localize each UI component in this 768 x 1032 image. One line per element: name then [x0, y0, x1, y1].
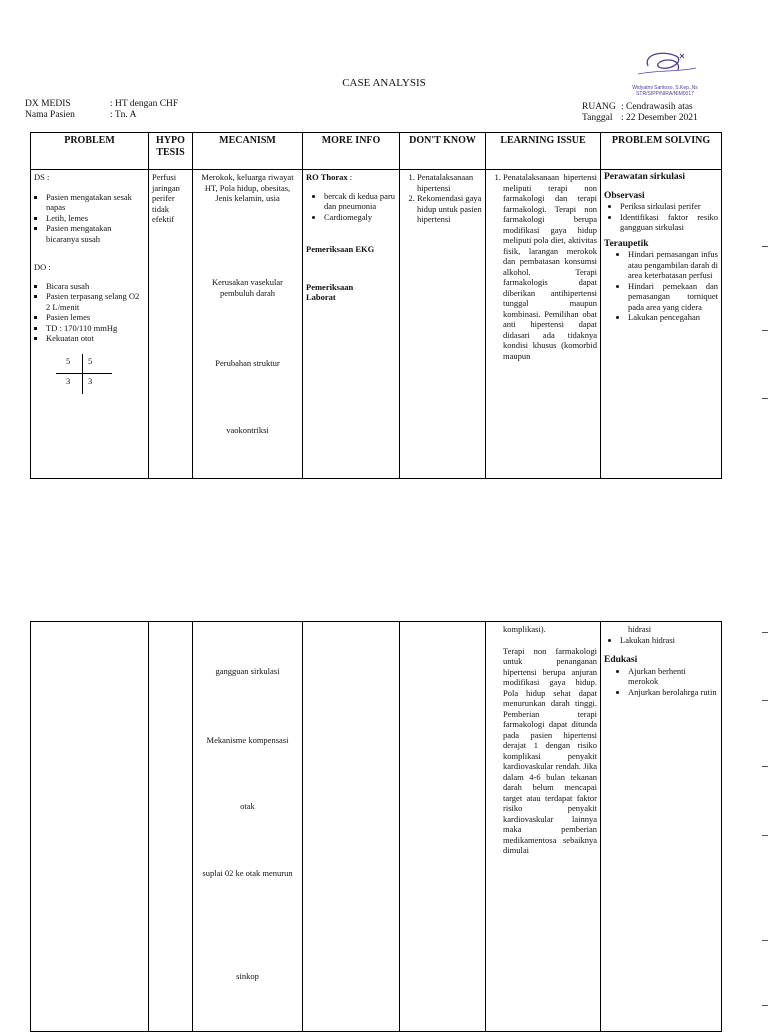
do-label: DO : [34, 262, 51, 272]
mechanism-step: vaokontriksi [226, 425, 269, 435]
observasi-item: • Identifikasi faktor resiko gangguan sirkulasi [620, 212, 718, 233]
solving-cont-item: • Lakukan hidrasi [620, 635, 718, 646]
mechanism-step: otak [240, 801, 255, 811]
do-item: ▪ Kekuatan otot [46, 333, 145, 344]
mechanism-step: suplai 02 ke otak menurun [202, 868, 293, 878]
margin-mark [762, 835, 768, 836]
name-label: Nama Pasien [25, 110, 75, 120]
col-problem: PROBLEM [31, 133, 149, 170]
dont-know-cell [400, 170, 486, 479]
margin-mark [762, 398, 768, 399]
strength-lower-left: 3 [66, 375, 71, 386]
learning-issue-cell-cont [486, 622, 601, 1032]
more-info-cell-cont [303, 622, 400, 1032]
muscle-strength-grid [34, 352, 145, 400]
ro-item: • bercak di kedua paru dan pneumonia [324, 191, 396, 212]
learning-issue-text: 1. Penatalaksanaan hipertensi meliputi terapi non farmakologi dan terapi farmakologi. Terapi non farmakologi berupa modifikasi gaya hidup meliputi pola diet, aktivitas fisik, larangan merokok dan pembatasan konsumsi alkohol. Terapi farmakologis dapat diberikan antihipertensi tunggal maupun kombinasi. Pemilihan obat anti hipertensi dapat didasari ada tidaknya kondisi khusus (komorbid maupun [503, 172, 597, 361]
margin-mark [762, 246, 768, 247]
dont-know-item: 2. Rekomendasi gaya hidup untuk pasien hipertensi [417, 193, 482, 225]
content-row [31, 170, 722, 479]
margin-mark [762, 700, 768, 701]
mechanism-cell-cont [193, 622, 303, 1032]
teraupetik-item: • Hindari pemasangan infus atau pengambilan darah di area keterbatasan perfusi [628, 249, 718, 281]
problem-solving-cell-cont [601, 622, 722, 1032]
do-item: ▪ Bicara susah [46, 281, 145, 292]
margin-mark [762, 330, 768, 331]
hypothesis-cell-cont [149, 622, 193, 1032]
ro-thorax-label: RO Thorax [306, 172, 348, 182]
col-problem-solving: PROBLEM SOLVING [601, 133, 722, 170]
observasi-label: Observasi [604, 190, 645, 201]
case-table-page1 [30, 132, 722, 479]
tanggal-value: : 22 Desember 2021 [621, 113, 698, 123]
col-more-info: MORE INFO [303, 133, 400, 170]
learning-issue-cont-a: komplikasi). [503, 624, 546, 634]
observasi-item: • Periksa sirkulasi perifer [620, 201, 718, 212]
ds-item: ▪ Letih, lemes [46, 213, 145, 224]
problem-solving-cell [601, 170, 722, 479]
ruang-label: RUANG [582, 102, 616, 112]
content-row-page2 [31, 622, 722, 1032]
col-learning-issue: LEARNING ISSUE [486, 133, 601, 170]
learning-issue-cont-b: Terapi non farmakologi untuk penanganan hipertensi berupa anjuran modifikasi gaya hidup. Pola hidup sehat dapat menurunkan darah tinggi. Pemberian terapi farmakologi dapat ditunda pada pasien hipertensi derajat 1 dengan risiko komplikasi penyakit kardiovaskular rendah. Jika dalam 4-6 bulan tekanan darah belum mencapai target atau terdapat faktor risiko penyakit kardiovaskular lainnya maka pemberian medikamentosa sebaiknya dimulai [503, 645, 597, 855]
edukasi-item: • Ajurkan berhenti merokok [628, 666, 718, 687]
name-value: : Tn. A [110, 110, 137, 120]
col-dont-know: DON'T KNOW [400, 133, 486, 170]
case-table-page2 [30, 621, 722, 1032]
hypothesis-cell: Perfusi jaringan perifer tidak efektif [149, 170, 193, 479]
ds-item: ▪ Pasien mengatakan sesak napas [46, 192, 145, 213]
tanggal-label: Tanggal [582, 113, 613, 123]
strength-lower-right: 3 [88, 375, 93, 386]
teraupetik-label: Teraupetik [604, 238, 649, 249]
edukasi-item: • Anjurkan berolahrga rutin [628, 687, 718, 698]
logo-text-name: Widyatmi Santoso, S.Kep.,Ns [632, 85, 698, 91]
ro-thorax-colon: : [347, 172, 353, 182]
mechanism-step: Merokok, keluarga riwayat HT, Pola hidup, obesitas, Jenis kelamin, usia [201, 172, 294, 203]
do-item: ▪ Pasien lemes [46, 312, 145, 323]
margin-mark [762, 766, 768, 767]
do-item: ▪ TD : 170/110 mmHg [46, 323, 145, 334]
teraupetik-item: • Hindari pemekaan dan pemasangan torniquet pada area yang cidera [628, 281, 718, 313]
dx-label: DX MEDIS [25, 99, 71, 109]
problem-cell [31, 170, 149, 479]
margin-mark [762, 1005, 768, 1006]
solving-cont: hidrasi [628, 624, 652, 634]
ruang-value: : Cendrawasih atas [621, 102, 693, 112]
signature-mark-icon [618, 48, 712, 80]
strength-upper-right: 5 [88, 355, 93, 366]
mechanism-step: Mekanisme kompensasi [206, 735, 289, 745]
signature-logo [618, 48, 712, 98]
teraupetik-item: • Lakukan pencegahan [628, 312, 718, 323]
header-row [31, 133, 722, 170]
ekg-label: Pemeriksaan EKG [306, 244, 375, 254]
mechanism-step: Kerusakan vasekular pembuluh darah [211, 277, 284, 298]
logo-text-id: STR/SIPP/NIRA/NIM0017 [636, 91, 694, 97]
mechanism-step: sinkop [236, 971, 259, 981]
ro-item: • Cardiomegaly [324, 212, 396, 223]
dont-know-item: 1. Penatalaksanaan hipertensi [417, 172, 482, 193]
col-hypothesis: HYPO TESIS [149, 133, 193, 170]
page-title: CASE ANALYSIS [342, 77, 426, 89]
lab-label: Pemeriksaan Laborat [306, 281, 354, 302]
do-item: ▪ Pasien terpasang selang O2 2 L/menit [46, 291, 145, 312]
mechanism-step: Perubahan struktur [215, 358, 280, 368]
strength-upper-left: 5 [66, 355, 71, 366]
col-mechanism: MECANISM [193, 133, 303, 170]
ds-item: ▪ Pasien mengatakan bicaranya susah [46, 223, 145, 244]
learning-issue-cell [486, 170, 601, 479]
mechanism-step: gangguan sirkulasi [215, 666, 280, 676]
edukasi-label: Edukasi [604, 655, 638, 665]
mechanism-cell [193, 170, 303, 479]
dx-value: : HT dengan CHF [110, 99, 179, 109]
margin-mark [762, 940, 768, 941]
dont-know-cell-cont [400, 622, 486, 1032]
ds-label: DS : [34, 172, 50, 182]
margin-mark [762, 632, 768, 633]
problem-cell-cont [31, 622, 149, 1032]
more-info-cell [303, 170, 400, 479]
solving-heading: Perawatan sirkulasi [604, 172, 686, 182]
